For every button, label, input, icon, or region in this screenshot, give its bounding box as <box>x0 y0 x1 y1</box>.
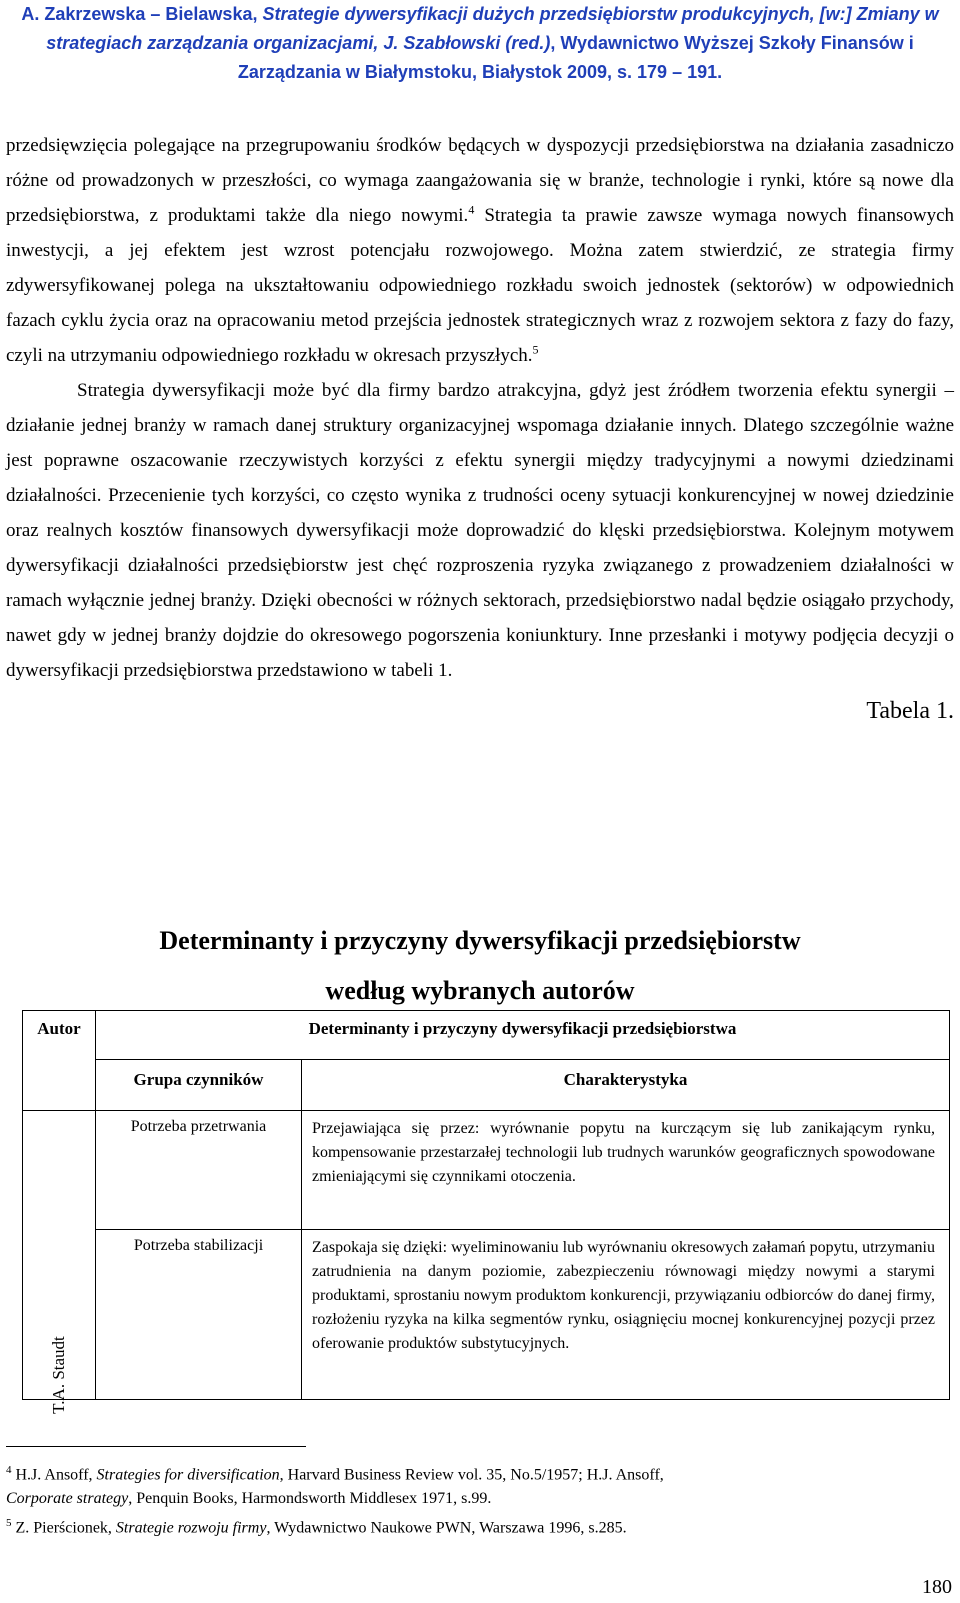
table-title: Determinanty i przyczyny dywersyfikacji przedsiębiorstw <box>159 926 801 955</box>
citation-line-3: Zarządzania w Białymstoku, Białystok 2009, s. 179 – 191. <box>237 62 723 82</box>
footnote-5: $^5$ Z. Pierścionek, Strategie rozwoju firmy, Wydawnictwo Naukowe PWN, Warszawa 1996, s.285. <box>6 1517 627 1537</box>
body-text <box>6 128 954 729</box>
table-label: Tabela 1. <box>866 698 954 724</box>
footnote-ref-5[interactable]: 5 <box>532 342 539 357</box>
author-name: T.A. Staudt <box>49 1336 68 1414</box>
footnotes <box>6 1458 956 1541</box>
footnote-ref-4[interactable]: 4 <box>468 202 475 217</box>
author-cell <box>23 1111 96 1414</box>
factor-cell: Potrzeba przetrwania <box>96 1111 302 1230</box>
citation-line-1: A. Zakrzewska – Bielawska, Strategie dywersyfikacji dużych przedsiębiorstw produkcyjnych, [w:] Zmiany w <box>21 4 939 24</box>
description-cell: Zaspokaja się dzięki: wyeliminowaniu lub wyrównaniu okresowych załamań popytu, utrzymaniu zatrudnienia na danym poziomie, zabezpieczeniu równowagi między nowymi a starymi produktami, sprostaniu nowym produktom konkurencji, przywiązaniu odbiorców do danej firmy, rozłożeniu ryzyka na kilka segmentów rynku, osiągnięciu mocnej konkurencyjnej pozycji przez oferowanie produktów substytucyjnych. <box>302 1230 950 1400</box>
header-autor: Autor <box>23 1011 96 1111</box>
footnote-4: $^4$ H.J. Ansoff, Strategies for diversification, Harvard Business Review vol. 35, No.5/1957; H.J. Ansoff, Corporate strategy, Penquin Books, Harmondsworth Middlesex 1971, s.99. <box>6 1464 664 1508</box>
determinants-table <box>22 1010 950 1414</box>
page-number: 180 <box>922 1576 952 1598</box>
factor-cell: Potrzeba stabilizacji <box>96 1230 302 1400</box>
citation-line-2: strategiach zarządzania organizacjami, J. Szabłowski (red.), Wydawnictwo Wyższej Szkoły Finansów i <box>46 33 914 53</box>
footnote-separator <box>6 1446 306 1447</box>
header-determinanty: Determinanty i przyczyny dywersyfikacji przedsiębiorstwa <box>96 1011 950 1060</box>
paragraph-2: Strategia dywersyfikacji może być dla firmy bardzo atrakcyjna, gdyż jest źródłem tworzenia efektu synergii – działanie jednej branży w ramach danej struktury organizacyjnej wspomaga działanie innych. Dlatego szczególnie ważne jest poprawne oszacowanie rzeczywistych korzyści z efektu synergii między tradycyjnymi a nowymi dziedzinami działalności. Przecenienie tych korzyści, co często wynika z trudności oceny sytuacji konkurencyjnej w nowej dziedzinie oraz realnych kosztów finansowych dywersyfikacji może doprowadzić do klęski przedsiębiorstwa. Kolejnym motywem dywersyfikacji działalności przedsiębiorstw jest chęć rozproszenia ryzyka związanego z prowadzeniem działalności w ramach wyłącznie jednej branży. Dzięki obecności w różnych sektorach, przedsiębiorstwo nadal będzie osiągało przychody, nawet gdy w jednej branży dojdzie do okresowego pogorszenia koniunktury. Inne przesłanki i motywy podjęcia decyzji o dywersyfikacji przedsiębiorstwa przedstawiono w tabeli 1. <box>6 380 954 681</box>
header-charakterystyka: Charakterystyka <box>302 1060 950 1111</box>
table-subtitle: według wybranych autorów <box>325 976 635 1005</box>
description-cell: Przejawiająca się przez: wyrównanie popytu na kurczącym się lub zanikającym rynku, kompensowanie przestarzałej technologii lub trudnych warunków geograficznych spowodowane zmieniającymi się czynnikami otoczenia. <box>302 1111 950 1230</box>
paragraph-1: przedsięwzięcia polegające na przegrupowaniu środków będących w dyspozycji przedsiębiorstwa na działania zasadniczo różne od prowadzonych w przeszłości, co wymaga zaangażowania się w branże, technologie i rynki, które są nowe dla przedsiębiorstwa, z produktami także dla niego nowymi.$^4$ Strategia ta prawie zawsze wymaga nowych finansowych inwestycji, a jej efektem jest wzrost potencjału rozwojowego. Można zatem stwierdzić, ze strategia firmy zdywersyfikowanej polega na ukształtowaniu odpowiedniego rozkładu swoich jednostek (sektorów) w odpowiednich fazach cyklu życia oraz na opracowaniu metod przejścia jednostek strategicznych wraz z rozwojem sektora z fazy do fazy, czyli na utrzymaniu odpowiedniego rozkładu w okresach przyszłych.$^5$ <box>6 135 955 366</box>
citation-header <box>0 0 960 87</box>
header-grupa: Grupa czynników <box>96 1060 302 1111</box>
